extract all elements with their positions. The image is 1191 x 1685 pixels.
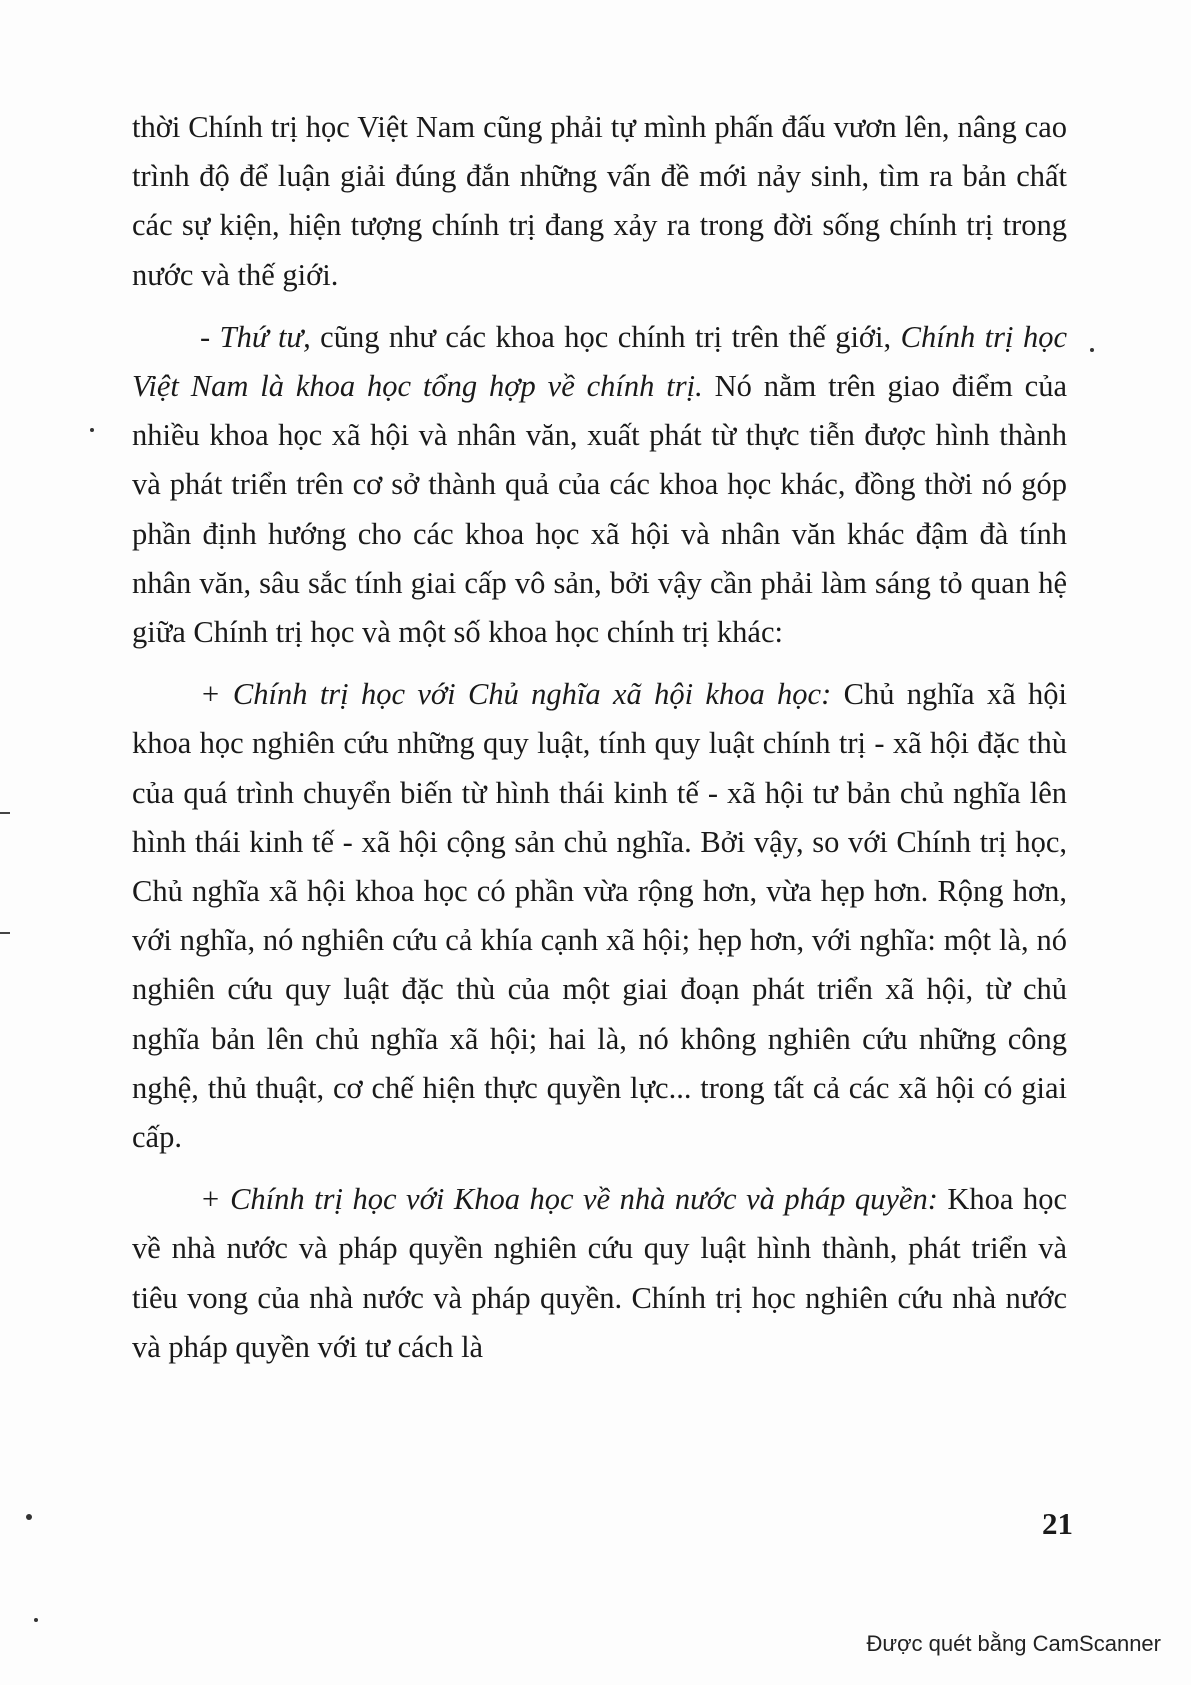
paragraph-2-italic-thesis: Chính trị học Việt Nam là khoa học tổng hợp về chính trị. <box>132 319 1067 404</box>
scan-speck <box>34 1618 38 1622</box>
page-number: 21 <box>1042 1506 1073 1541</box>
paragraph-2-middle: cũng như các khoa học chính trị trên thế giới, <box>310 319 901 354</box>
scan-speck <box>26 1514 32 1520</box>
paragraph-3-heading: + Chính trị học với Chủ nghĩa xã hội khoa học: <box>200 677 832 712</box>
scan-mark <box>0 932 10 934</box>
paragraph-1-text: thời Chính trị học Việt Nam cũng phải tự mình phấn đấu vươn lên, nâng cao trình độ để luận giải đúng đắn những vấn đề mới nảy sinh, tìm ra bản chất các sự kiện, hiện tượng chính trị đang xảy ra trong đời sống chính trị trong nước và thế giới. <box>132 110 1067 292</box>
body-text <box>132 103 1067 1372</box>
paragraph-3 <box>132 670 1067 1162</box>
paragraph-4-text: Khoa học về nhà nước và pháp quyền nghiên cứu quy luật hình thành, phát triển và tiêu vong của nhà nước và pháp quyền. Chính trị học nghiên cứu nhà nước và pháp quyền với tư cách là <box>132 1182 1068 1364</box>
paragraph-1 <box>132 103 1067 300</box>
scanner-watermark: Được quét bằng CamScanner <box>866 1631 1161 1656</box>
scan-mark <box>0 812 10 814</box>
scan-speck <box>1090 348 1094 352</box>
paragraph-4-heading: + Chính trị học với Khoa học về nhà nước và pháp quyền: <box>200 1182 938 1217</box>
scan-speck <box>90 428 94 432</box>
paragraph-2-dash: - <box>200 319 220 354</box>
paragraph-2 <box>132 313 1067 657</box>
paragraph-2-italic-lead: Thứ tư, <box>219 319 311 354</box>
paragraph-3-text: Chủ nghĩa xã hội khoa học nghiên cứu những quy luật, tính quy luật chính trị - xã hội đặc thù của quá trình chuyển biến từ hình thái kinh tế - xã hội tư bản chủ nghĩa lên hình thái kinh tế - xã hội cộng sản chủ nghĩa. Bởi vậy, so với Chính trị học, Chủ nghĩa xã hội khoa học có phần vừa rộng hơn, vừa hẹp hơn. Rộng hơn, với nghĩa, nó nghiên cứu cả khía cạnh xã hội; hẹp hơn, với nghĩa: một là, nó nghiên cứu quy luật đặc thù của một giai đoạn phát triển xã hội, từ chủ nghĩa bản lên chủ nghĩa xã hội; hai là, nó không nghiên cứu những công nghệ, thủ thuật, cơ chế hiện thực quyền lực... trong tất cả các xã hội có giai cấp. <box>132 677 1067 1155</box>
paragraph-2-rest: Nó nằm trên giao điểm của nhiều khoa học xã hội và nhân văn, xuất phát từ thực tiễn được hình thành và phát triển trên cơ sở thành quả của các khoa học khác, đồng thời nó góp phần định hướng cho các khoa học xã hội và nhân văn khác đậm đà tính nhân văn, sâu sắc tính giai cấp vô sản, bởi vậy cần phải làm sáng tỏ quan hệ giữa Chính trị học và một số khoa học chính trị khác: <box>132 369 1067 650</box>
paragraph-4 <box>132 1175 1067 1372</box>
